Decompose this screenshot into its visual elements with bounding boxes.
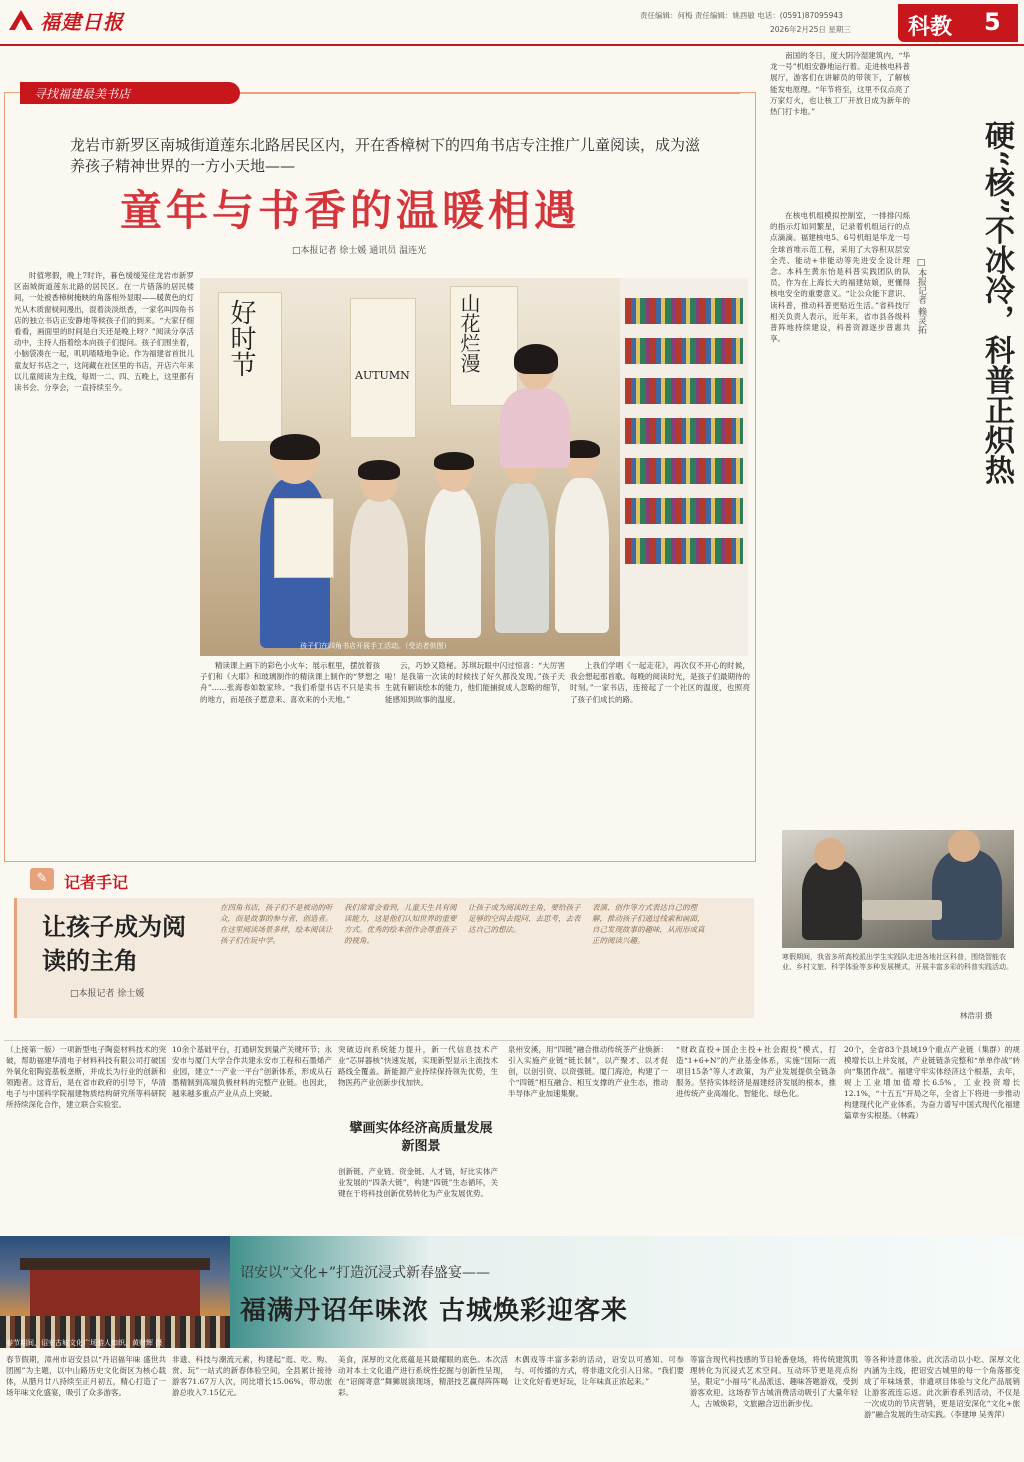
building — [30, 1266, 200, 1316]
reporter-note-byline: □本报记者 徐士媛 — [70, 989, 145, 999]
child-hair — [270, 434, 320, 460]
scroll-text: AUTUMN — [355, 369, 410, 382]
photo-caption: 孩子们在四角书店开展手工活动。（受访者供图） — [300, 642, 451, 650]
child-figure — [495, 483, 549, 633]
book-row — [625, 298, 743, 324]
editor-credits: 责任编辑：何梅 责任编辑：姚酉敏 电话：(0591)87095943 — [640, 11, 843, 20]
student-figure — [802, 860, 862, 940]
reporter-note-label: 记者手记 — [64, 873, 129, 892]
story-paragraph: 南国的冬日，度大阴冷湿建筑内，“华龙一号”机组安静地运行着。走进核电科普展厅，游客们在讲解员的带领下，了解核能发电原理。“年节将至，这里不仅点亮了万家灯火，也让核工厂开放日成为新年的热门打卡地。” — [770, 51, 910, 117]
note-column: 在四角书店，孩子们不是被动的听众，而是故事的参与者、创造者。在这里阅读场景多样，绘本阅读让孩子们在玩中学。 — [220, 903, 333, 945]
lower-column: （上接第一版）一项新型电子陶瓷材料技术的突破，帮助福建华清电子材料科技有限公司打破国外氧化铝陶瓷基板垄断，并成长为行业的创新和领跑者。这背后，是在省市政府的引导下，华清电子与中国科学院福建物质结构研究所等科研院所持续深化合作，建立联合实验室。 — [6, 1045, 166, 1109]
story-paragraph: 精读课上画下的彩色小火车；展示框里，摆放着孩子们和《大耶》和玻璃制作的精读课上制作的“梦想之舟”……张海春如数家珍。“我们希望书店不只是卖书的地方，而是孩子愿意来、喜欢来的小天地。” — [200, 661, 380, 704]
adult-hair — [514, 344, 558, 374]
section-name: 科教 — [908, 14, 953, 40]
adult-figure — [500, 388, 570, 468]
child-figure — [425, 488, 481, 638]
bottom-photo-caption: 春节期间，诏安古城文化广场游人如织。黄财辉 摄 — [6, 1339, 163, 1347]
pencil-note-icon: ✎ — [30, 868, 54, 890]
note-column: 让孩子成为阅读的主角，要给孩子足够的空间去提问、去思考，去表达自己的想法。 — [468, 903, 581, 934]
story-paragraph: 上我们学唱《一起走花》，再次仅不开心的时候，我会想起那首歌。每晚的阅读时光，是孩子们最期待的时刻。”一家书店，连接起了一个社区的温度，也照亮了孩子们成长的路。 — [570, 661, 750, 704]
photo-credit: 林浩羽 摄 — [960, 1011, 993, 1020]
bottom-story-subtitle: 诏安以“文化+”打造沉浸式新春盛宴—— — [240, 1265, 491, 1281]
bottom-column: 等各种诗意体验。此次活动以小吃、深厚文化内涵为主线，把诏安古城里的每一个角落都变成了年味场景，非遗项目体验与文化产品展销让游客流连忘返。此次新春系列活动，不仅是一次成功的节庆营销，更是诏安深化“文化+旅游”融合发展的生动实践。（李建坤 吴秀萍） — [864, 1355, 1020, 1419]
story-paragraph: 云，巧妙又隐秘。苏琪玩眼中闪过惊喜：“大厉害啦！是我第一次读的时候找了好久都没发现。”孩子天生就有解读绘本的能力，他们能捕捉成人忽略的细节，能感知到故事的温度。 — [385, 661, 565, 704]
book-row — [625, 458, 743, 484]
bottom-column: 等富含现代科技感的节目轮番登场，将传统建筑肌理转化为沉浸式艺术空间。互动环节更是亮点纷呈，限定“小福马”礼品派送、趣味答题游戏，受到游客欢迎。这场春节古城消费活动吸引了大量年轻人，古城焕彩，文旅融合迈出新步伐。 — [690, 1355, 858, 1408]
bottom-column: 木偶戏等丰富多彩的活动，诏安以可感知、可参与、可传播的方式，将非遗文化引入日常。“我们要让文化好看更好玩，让年味真正浓起来。” — [514, 1355, 684, 1386]
story-lead: 龙岩市新罗区南城街道莲东北路居民区内，开在香樟树下的四角书店专注推广儿童阅读，成为滋养孩子精神世界的一方小天地—— — [70, 136, 701, 175]
roof — [20, 1258, 210, 1270]
lower-column: 10余个基础平台，打通研发到量产关键环节；永安市与厦门大学合作共建永安市工程和石墨烯产业园，建立“一产业一平台”创新体系，形成从石墨精制到高端负极材料的完整产业链。也因此，越来越多重点产业从点上突破。 — [172, 1045, 332, 1098]
scroll-text: 山花烂漫 — [457, 293, 481, 373]
kicker-rule — [240, 92, 740, 94]
section-tab — [898, 4, 1018, 42]
story-column-2 — [200, 660, 380, 855]
section-divider — [4, 1040, 1020, 1041]
right-photo-caption: 寒假期间，我省多所高校派出学生实践队走进各地社区科普，围绕智能农业、乡村文旅、科学体验等多种发展模式，开展丰富多彩的科普实践活动。 — [782, 953, 1013, 971]
book-row — [625, 338, 743, 364]
issue-date: 2026年2月25日 星期三 — [770, 25, 851, 34]
lower-column: “财政直投+国企主投+社会跟投”模式，打造“1+6+N”的产业基金体系，实施“国际一流项目15条”等人才政策，为产业发展提供全链条服务。坚持实体经济是福建经济发展的根本，推进传统产业高端化、智能化、绿色化。 — [676, 1045, 836, 1098]
craft-bag — [274, 498, 334, 578]
student-head — [948, 830, 980, 862]
right-story-column-a — [770, 50, 910, 205]
column-kicker: 寻找福建最美书店 — [20, 82, 240, 104]
bookstore-photo — [200, 278, 748, 656]
lower-column: 创新链、产业链、资金链、人才链，好比实体产业发展的“四条大链”，构建“四链”生态循环，关键在于将科技创新优势转化为产业发展优势。 — [338, 1167, 498, 1198]
student-head — [814, 838, 846, 870]
child-figure — [555, 478, 609, 633]
newspaper-logo-icon — [6, 6, 36, 36]
story-headline: 童年与书香的温暖相遇 — [120, 186, 581, 235]
calligraphy-scroll — [450, 286, 518, 406]
calligraphy-scroll — [350, 298, 416, 438]
calligraphy-scroll — [218, 292, 282, 442]
story-column-4 — [570, 660, 750, 855]
note-column: 我们常常会看到，儿童天生具有阅读能力，这是他们认知世界的重要方式。优秀的绘本创作会尊重孩子的视角。 — [344, 903, 457, 945]
book-row — [625, 418, 743, 444]
old-town-photo — [0, 1236, 230, 1348]
bottom-column: 美食，深厚的文化底蕴是其最耀眼的底色。本次活动对本土文化遗产进行系统性挖掘与创新性呈现，在“诏阁寄意”舞狮展演现场，精湛技艺赢得阵阵喝彩。 — [338, 1355, 508, 1397]
table — [862, 900, 942, 920]
bottom-story-headline: 福满丹诏年味浓 古城焕彩迎客来 — [240, 1296, 629, 1326]
bottom-column: 春节假期，漳州市诏安县以“丹诏福年味 盛世共团圆”为主题，以中山路历史文化街区为核心载体，从腊月廿八持续至正月初五，精心打造了一场年味文化盛宴，吸引了众多游客。 — [6, 1355, 166, 1397]
scroll-text: 好时节 — [226, 299, 256, 377]
page-number: 5 — [984, 8, 1001, 36]
lower-column: 突破迈向系统能力提升，新一代信息技术产业“芯屏器核”快速发展，实现新型显示主流技术路线全覆盖。新能源产业持续保持领先优势，生物医药产业创新步伐加快。 — [338, 1045, 498, 1087]
child-hair — [434, 452, 474, 470]
reporter-note-headline: 让孩子成为阅读的主角 — [42, 912, 186, 975]
book-row — [625, 538, 743, 564]
book-row — [625, 378, 743, 404]
science-outreach-photo — [782, 830, 1014, 948]
book-row — [625, 498, 743, 524]
lower-subheading: 擘画实体经济高质量发展新图景 — [349, 1121, 493, 1154]
right-story-byline: □本报记者 赖灵拓 — [916, 258, 926, 334]
lower-column: 20个，全省83个县域19个重点产业链（集群）的规模增长以上并发展，产业链链条完整和“单单作战”转向“集团作战”。福建守牢实体经济这个根基，去年，规上工业增加值增长6.5%，工业投资增长12.1%，“十五五”开局之年，全省上下将进一步推动构建现代化产业体系，为奋力谱写中国式现代化福建篇章夯实根基。（林霞） — [844, 1045, 1020, 1120]
story-paragraph: 在核电机组模拟控制室，一排排闪烁的指示灯如同繁星，记录着机组运行的点点滴滴。福建核电5、6号机组是华龙一号全球首堆示范工程，采用了大容积双层安全壳、能动+非能动等先进安全设计理念。本科生黄东怡是科普实践团队的队员，作为在上海长大的福建姑娘，更懂得核电安全的重要意义。“让公众能下意识、读科普，推动科普更贴近生活。”省科技厅相关负责人表示，近年来，省市县各级科普阵地持续建设，科普资源逐步普惠共享。 — [770, 211, 910, 344]
reporter-note-header — [30, 868, 190, 892]
student-figure — [932, 850, 1002, 940]
right-story-column-b — [770, 210, 910, 820]
story-column-1 — [14, 270, 194, 825]
child-hair — [358, 460, 400, 480]
lower-column: 泉州安溪，用“四链”融合推动传统茶产业焕新：引入实施产业链“链长制”，以产聚才、以才促创，以创引资、以资强链。厦门海沧，构建了一个“四链”相互融合、相互支撑的产业生态，推动半导体产业加速集聚。 — [508, 1045, 668, 1098]
right-story-headline: 硬“核”不冰冷，科普正炽热 — [979, 120, 1014, 485]
masthead — [0, 0, 1024, 46]
story-column-3 — [385, 660, 565, 855]
story-byline: □本报记者 徐士媛 通讯员 温连光 — [292, 246, 427, 256]
newspaper-name: 福建日报 — [40, 10, 124, 34]
child-figure — [350, 498, 408, 638]
bottom-column: 非遗、科技与潮流元素，构建起“逛、吃、购、赏、玩”一站式的新春体验空间，全县累计接待游客71.67万人次，同比增长15.06%，带动旅游总收入7.15亿元。 — [172, 1355, 332, 1397]
story-paragraph: 时值寒假，晚上7时许，暮色缓缓笼住龙岩市新罗区南城街道莲东北路的居民区。在一片错落的居民楼间，一处被香樟树掩映的角落相外显眼——暖黄色的灯光从木质窗棂间漫出，混着淡淡纸香，一家名叫四角书店的独立书店正安静地等候孩子们的到来。“大家仔细看看，画面里的时间是白天还是晚上呀？”阅读分享活动中，主持人指着绘本向孩子们提问。孩子们围坐着，小脑袋凑在一起，叽叽喳喳地争论。作为福建省首批儿童友好书店之一，这间藏在社区里的书店，开店六年来以儿童阅读为主线，每周一二、四、五晚上，这里都有读书会、分享会，一直持续至今。 — [14, 271, 194, 393]
note-column: 表演、创作等方式表达自己的理解，推动孩子们通过线索和画面，自己发现故事的趣味，从而形成真正的阅读兴趣。 — [592, 903, 705, 945]
